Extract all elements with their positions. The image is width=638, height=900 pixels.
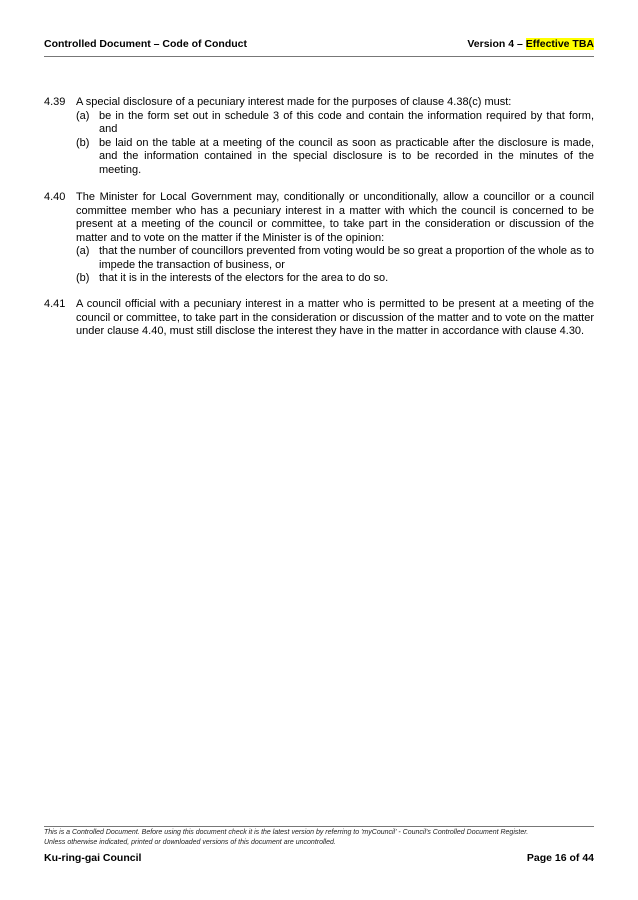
clause-text: A council official with a pecuniary interest in a matter who is permitted to be present at a meeting of the council or committee, to take part in the consideration or discussion of the matter and to vote on the matter under clause 4.40, must still disclose the interest they have in the matter in accordance with clause 4.30. (76, 298, 594, 337)
page-number: Page 16 of 44 (526, 852, 594, 864)
clause-text: A special disclosure of a pecuniary interest made for the purposes of clause 4.38(c) must: (76, 96, 512, 108)
notice-line: Unless otherwise indicated, printed or downloaded versions of this document are uncontrolled. (44, 838, 336, 846)
item-label: (b) (76, 272, 90, 284)
clause-4-41 (44, 298, 594, 339)
clause-text: The Minister for Local Government may, conditionally or unconditionally, allow a councillor or a council committee member who has a pecuniary interest in a matter with which the council is concerned to be present at a meeting of the council or committee, to take part in the consideration or discussion of the matter and to vote on the matter if the Minister is of the opinion: (76, 191, 594, 244)
clause-item (76, 137, 594, 178)
item-text: be laid on the table at a meeting of the council as soon as practicable after the disclosure is made, and the information contained in the special disclosure is to be recorded in the minutes of the meeting. (99, 136, 594, 176)
clause-number: 4.39 (44, 96, 66, 108)
clause-4-40 (44, 191, 594, 286)
clause-item (76, 245, 594, 272)
footer-divider (44, 826, 594, 827)
page-footer (44, 852, 594, 866)
item-text: be in the form set out in schedule 3 of this code and contain the information required by that form, and (99, 109, 594, 135)
item-text: that it is in the interests of the electors for the area to do so. (99, 272, 389, 284)
effective-date-highlight: Effective TBA (525, 38, 594, 50)
controlled-document-notice (44, 828, 594, 847)
item-label: (a) (76, 245, 90, 257)
version-label (467, 38, 594, 50)
page-header (44, 38, 594, 54)
clause-number: 4.41 (44, 298, 66, 310)
council-name: Ku-ring-gai Council (44, 852, 142, 864)
clause-4-39 (44, 96, 594, 177)
header-divider (44, 56, 594, 57)
document-title: Controlled Document – Code of Conduct (44, 38, 247, 50)
clause-item (76, 110, 594, 137)
notice-line: This is a Controlled Document. Before using this document check it is the latest version by referring to 'myCouncil' - Council's Controlled Document Register. (44, 829, 529, 836)
item-label: (a) (76, 109, 90, 122)
item-label: (b) (76, 136, 90, 149)
item-text: that the number of councillors prevented from voting would be so great a proportion of the whole as to impede the transaction of business, or (99, 245, 594, 271)
version-number: Version 4 – (467, 38, 526, 50)
clause-item (76, 272, 594, 286)
clause-number: 4.40 (44, 191, 66, 203)
